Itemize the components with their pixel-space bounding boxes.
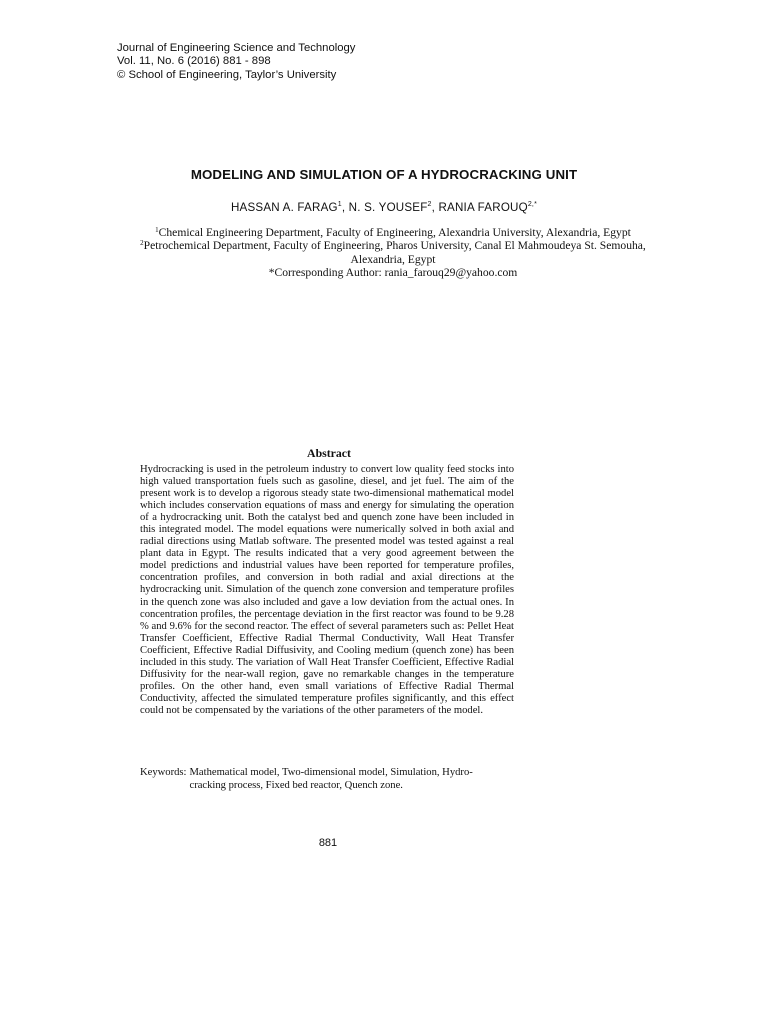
author-name: RANIA FAROUQ — [438, 201, 528, 214]
abstract-text: Hydrocracking is used in the petroleum industry to convert low quality feed stocks into high valued transportation fuels such as gasoline, diesel, and jet fuel. The aim of the present work is to develop a rigorous steady state two-dimensional mathematical model which includes conservation equations of mass and energy for simulating the operation of a hydrocracking unit. Both the catalyst bed and quench zone have been included in this integrated model. The model equations were numerically solved in both axial and radial directions using Matlab software. The presented model was tested against a real plant data in Egypt. The results indicated that a very good agreement between the model predictions and industrial values have been reported for temperature profiles, concentration profiles, and conversion in both radial and axial directions at the hydrocracking unit. Simulation of the quench zone conversion and temperature profiles in the quench zone was also included and gave a low deviation from the actual ones. In concentration profiles, the percentage deviation in the first reactor was found to be 9.28 % and 9.6% for the second reactor. The effect of several parameters such as: Pellet Heat Transfer Coefficient, Effective Radial Thermal Conductivity, Wall Heat Transfer Coefficient, Effective Radial Diffusivity, and Cooling medium (quench zone) has been included in this study. The variation of Wall Heat Transfer Coefficient, Effective Radial Diffusivity for the near-wall region, gave no remarkable changes in the temperature profiles. On the other hand, even small variations of Effective Radial Thermal Conductivity, affected the simulated temperature profiles significantly, and this effect could not be compensated by the variations of the other parameters of the model. — [140, 464, 514, 716]
abstract-heading: Abstract — [307, 446, 351, 460]
affiliation-text: Chemical Engineering Department, Faculty of Engineering, Alexandria University, Alexandria, Egypt — [158, 226, 631, 239]
affiliations — [130, 226, 656, 280]
affiliation-superscript: 2 — [140, 239, 144, 248]
keywords-values — [190, 766, 475, 792]
affiliation-2 — [130, 239, 656, 266]
author-name: HASSAN A. FARAG — [230, 201, 338, 214]
affiliation-1 — [130, 226, 656, 239]
author-superscript: 1 — [337, 201, 342, 208]
affiliation-superscript: 1 — [155, 226, 159, 234]
journal-copyright: © School of Engineering, Taylor’s University — [117, 68, 337, 81]
paper-title: MODELING AND SIMULATION OF A HYDROCRACKING UNIT — [190, 167, 578, 182]
keywords-line: Mathematical model, Two-dimensional model, Simulation, Hydro- — [189, 767, 473, 778]
author-separator: , — [431, 201, 439, 214]
keywords-block — [140, 766, 514, 792]
author-superscript: 2,* — [527, 201, 537, 208]
corresponding-author: *Corresponding Author: rania_farouq29@yahoo.com — [268, 266, 518, 280]
keywords-line: cracking process, Fixed bed reactor, Quench zone. — [189, 780, 403, 791]
author-superscript: 2 — [427, 201, 432, 208]
affiliation-text: Petrochemical Department, Faculty of Engineering, Pharos University, Canal El Mahmoudeya St. Semouha, Alexandria, Egypt — [143, 239, 646, 266]
author-name: N. S. YOUSEF — [348, 201, 428, 214]
keywords-label: Keywords: — [140, 767, 187, 778]
journal-header — [117, 42, 355, 82]
page-number: 881 — [318, 837, 338, 849]
journal-name: Journal of Engineering Science and Technology — [117, 42, 356, 54]
author-separator: , — [341, 201, 349, 214]
author-list — [0, 201, 768, 214]
journal-volume: Vol. 11, No. 6 (2016) 881 - 898 — [117, 55, 271, 68]
